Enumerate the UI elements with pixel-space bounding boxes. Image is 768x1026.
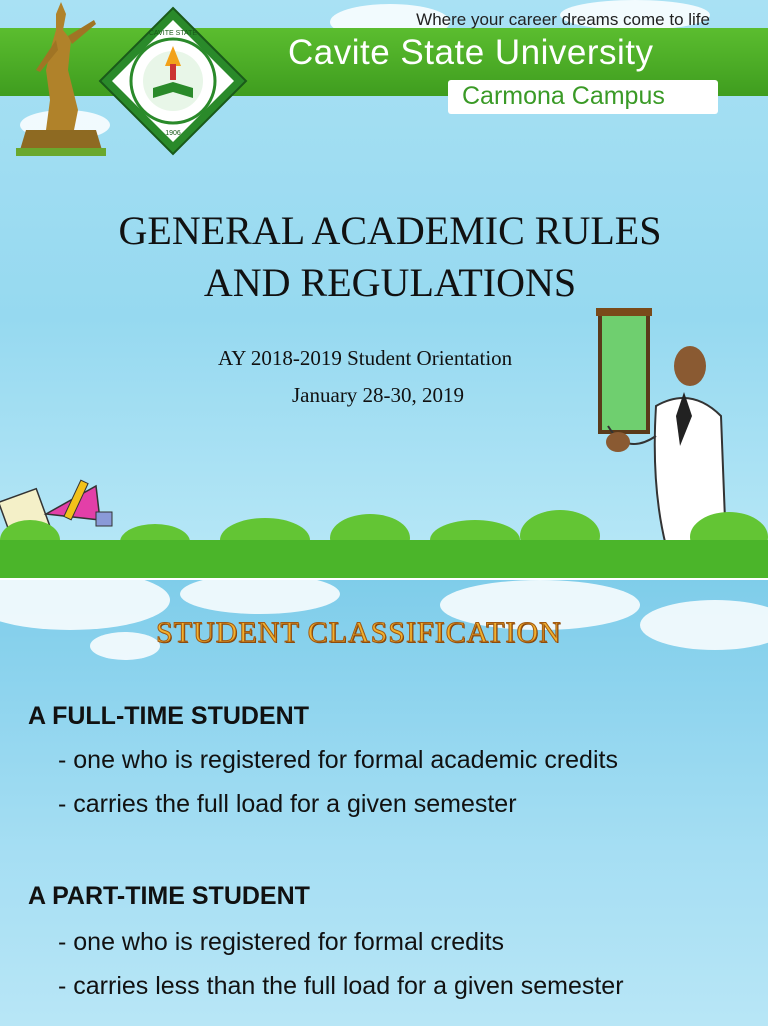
title-line-1: GENERAL ACADEMIC RULES xyxy=(118,208,662,253)
university-name: Cavite State University xyxy=(288,33,654,72)
seal-year: 1906 xyxy=(165,130,181,137)
cloud-decoration xyxy=(640,600,768,650)
full-time-line-2: - carries the full load for a given semester xyxy=(58,790,517,818)
classification-slide xyxy=(0,578,768,1026)
university-seal-icon xyxy=(98,6,248,156)
full-time-label: A FULL-TIME STUDENT xyxy=(28,702,309,730)
tagline: Where your career dreams come to life xyxy=(416,10,710,29)
orientation-subtitle: AY 2018-2019 Student Orientation xyxy=(218,346,513,370)
part-time-line-1: - one who is registered for formal credits xyxy=(58,928,505,956)
statue-icon xyxy=(16,0,106,156)
title-line-2: AND REGULATIONS xyxy=(203,260,577,305)
part-time-line-2: - carries less than the full load for a given semester xyxy=(58,972,624,1000)
cloud-decoration xyxy=(0,578,170,630)
campus-name: Carmona Campus xyxy=(462,82,665,110)
slide-title xyxy=(0,205,768,309)
part-time-label: A PART-TIME STUDENT xyxy=(28,882,310,910)
section-heading: STUDENT CLASSIFICATION xyxy=(156,616,562,649)
full-time-line-1: - one who is registered for formal academic credits xyxy=(58,746,618,774)
seal-text: CAVITE STATE xyxy=(148,30,198,37)
cloud-decoration xyxy=(90,632,160,660)
ground-strip xyxy=(0,540,768,578)
orientation-date: January 28-30, 2019 xyxy=(292,383,465,407)
cloud-decoration xyxy=(180,578,340,614)
